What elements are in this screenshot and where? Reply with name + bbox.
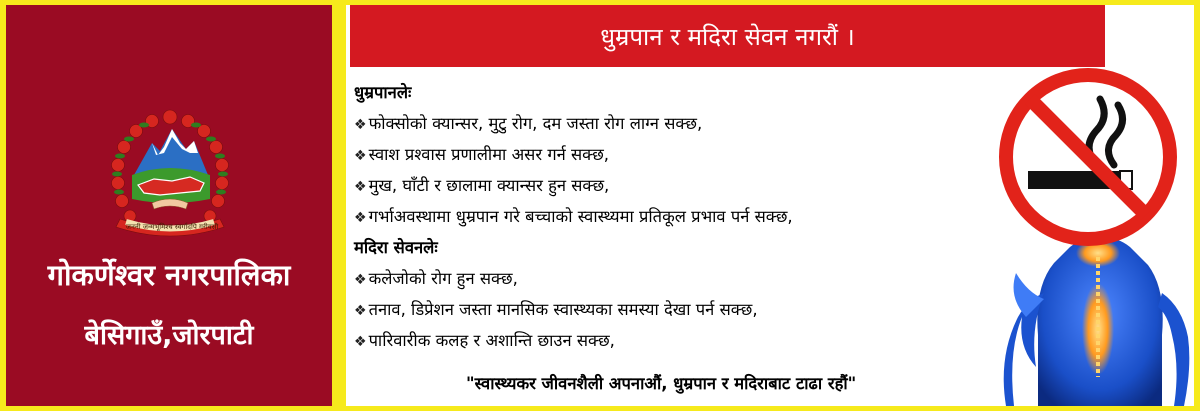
- awareness-panel: [346, 5, 1194, 406]
- diamond-bullet-icon: ❖: [354, 117, 367, 133]
- awareness-content: [354, 77, 994, 356]
- municipality-name: गोकर्णेश्वर नगरपालिका: [47, 258, 291, 292]
- smoking-heading: धुम्रपानलेः: [354, 83, 412, 102]
- list-item: ❖ फोक्सोको क्यान्सर, मुटु रोग, दम जस्ता रोग लाग्न सक्छ,: [354, 114, 703, 133]
- diamond-bullet-icon: ❖: [354, 334, 367, 350]
- diamond-bullet-icon: ❖: [354, 179, 367, 195]
- municipality-panel: [6, 5, 332, 406]
- municipality-address: बेसिगाउँ,जोरपाटी: [84, 320, 254, 351]
- list-item: ❖ कलेजोको रोग हुन सक्छ,: [354, 269, 518, 288]
- diamond-bullet-icon: ❖: [354, 210, 367, 226]
- list-item: ❖ मुख, घाँटी र छालामा क्यान्सर हुन सक्छ,: [354, 176, 610, 195]
- campaign-title: धुम्रपान र मदिरा सेवन नगरौं ।: [350, 5, 1105, 67]
- diamond-bullet-icon: ❖: [354, 148, 367, 164]
- diamond-bullet-icon: ❖: [354, 303, 367, 319]
- no-smoking-icon: [1006, 75, 1170, 239]
- campaign-slogan: "स्वास्थ्यकर जीवनशैली अपनाऔं, धुम्रपान र मदिराबाट टाढा रहौं": [466, 374, 857, 393]
- alcohol-heading: मदिरा सेवनलेः: [354, 238, 438, 257]
- no-smoking-illustration: [978, 67, 1194, 406]
- list-item: ❖ पारिवारीक कलह र अशान्ति छाउन सक्छ,: [354, 331, 615, 350]
- emblem-motto: जननी जन्मभूमिश्च स्वर्गादपि गरीयसी: [125, 223, 219, 231]
- diamond-bullet-icon: ❖: [354, 272, 367, 288]
- list-item: ❖ गर्भाअवस्थामा धुम्रपान गरे बच्चाको स्वास्थ्यमा प्रतिकूल प्रभाव पर्न सक्छ,: [354, 207, 793, 226]
- list-item: ❖ तनाव, डिप्रेशन जस्ता मानसिक स्वास्थ्यका समस्या देखा पर्न सक्छ,: [354, 300, 758, 319]
- list-item: ❖ स्वाश प्रश्वास प्रणालीमा असर गर्न सक्छ,: [354, 145, 610, 164]
- human-torso-icon: [1004, 237, 1190, 406]
